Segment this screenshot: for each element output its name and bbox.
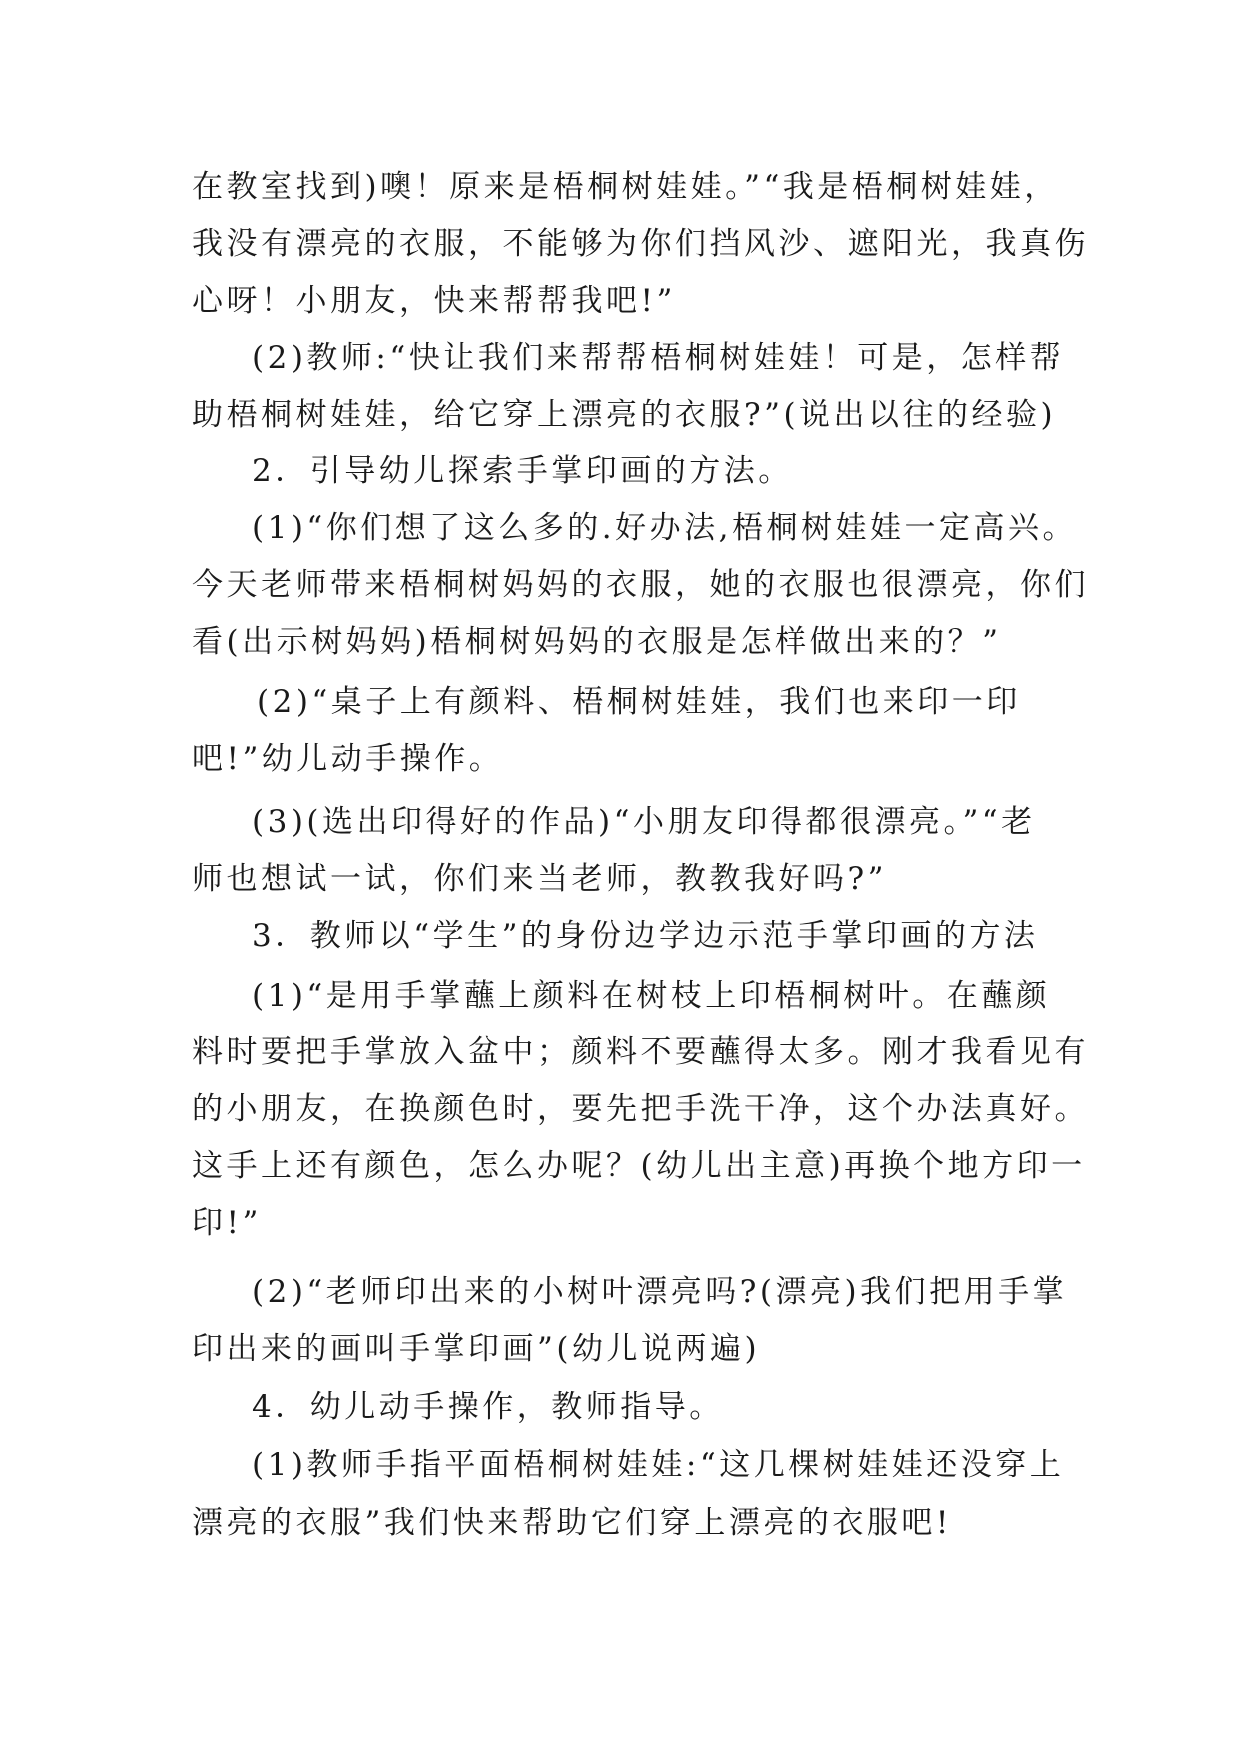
text-line: 看(出示树妈妈)梧桐树妈妈的衣服是怎样做出来的？”: [192, 624, 1002, 660]
text-line: 这手上还有颜色，怎么办呢？(幼儿出主意)再换个地方印一: [192, 1148, 1086, 1184]
text-line: 心呀！小朋友，快来帮帮我吧!”: [192, 283, 676, 319]
text-line: 的小朋友，在换颜色时，要先把手洗干净，这个办法真好。: [192, 1091, 1089, 1127]
section-heading: 4．幼儿动手操作，教师指导。: [252, 1389, 724, 1425]
text-line: 吧!”幼儿动手操作。: [192, 741, 504, 777]
text-line: 我没有漂亮的衣服，不能够为你们挡风沙、遮阳光，我真伤: [192, 226, 1089, 262]
section-heading: 2．引导幼儿探索手掌印画的方法。: [252, 453, 793, 489]
text-line: (1)“是用手掌蘸上颜料在树枝上印梧桐树叶。在蘸颜: [252, 978, 1051, 1014]
text-line: 师也想试一试，你们来当老师，教教我好吗?”: [192, 861, 887, 897]
text-line: (3)(选出印得好的作品)“小朋友印得都很漂亮。”“老: [252, 804, 1036, 840]
text-line: (1)“你们想了这么多的.好办法,梧桐树娃娃一定高兴。: [252, 510, 1077, 546]
text-line: 今天老师带来梧桐树妈妈的衣服，她的衣服也很漂亮，你们: [192, 567, 1089, 603]
section-heading: 3．教师以“学生”的身份边学边示范手掌印画的方法: [252, 918, 1039, 954]
text-line: (2)“桌子上有颜料、梧桐树娃娃，我们也来印一印: [257, 684, 1021, 720]
text-line: 漂亮的衣服”我们快来帮助它们穿上漂亮的衣服吧!: [192, 1505, 952, 1541]
text-line: 在教室找到)噢！原来是梧桐树娃娃。”“我是梧桐树娃娃，: [192, 169, 1059, 205]
text-line: (2)“老师印出来的小树叶漂亮吗?(漂亮)我们把用手掌: [252, 1274, 1068, 1310]
text-line: 助梧桐树娃娃，给它穿上漂亮的衣服?”(说出以往的经验): [192, 397, 1057, 433]
text-line: 料时要把手掌放入盆中；颜料不要蘸得太多。刚才我看见有: [192, 1034, 1089, 1070]
text-line: 印出来的画叫手掌印画”(幼儿说两遍): [192, 1331, 761, 1367]
text-line: (2)教师:“快让我们来帮帮梧桐树娃娃！可是，怎样帮: [252, 340, 1065, 376]
text-line: (1)教师手指平面梧桐树娃娃:“这几棵树娃娃还没穿上: [252, 1447, 1065, 1483]
text-line: 印!”: [192, 1205, 262, 1241]
